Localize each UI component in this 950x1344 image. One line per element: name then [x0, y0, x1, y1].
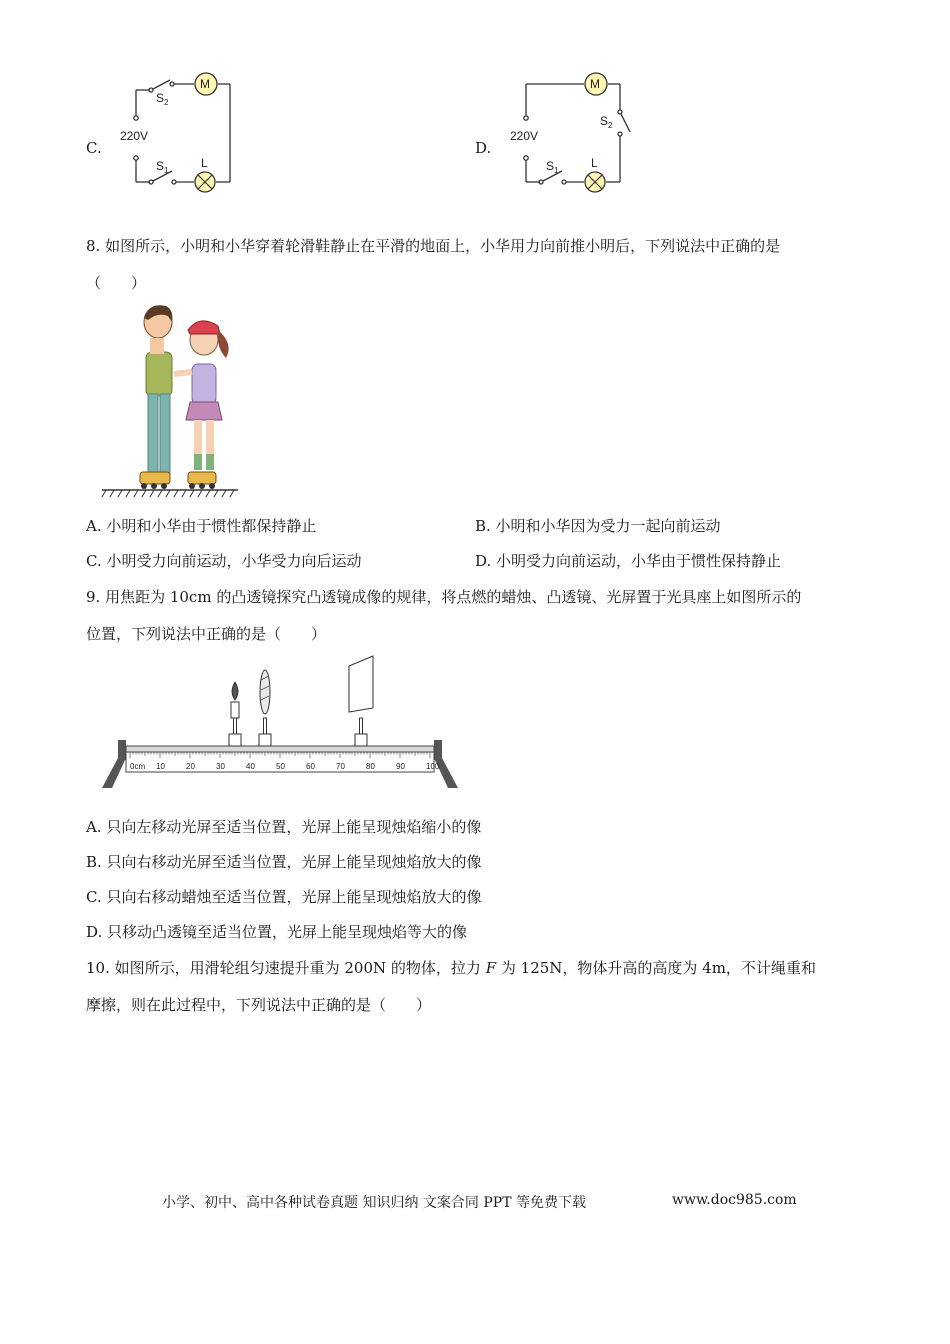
q8-option-a: A. 小明和小华由于惯性都保持静止 — [86, 517, 317, 535]
s2-label: S — [156, 91, 165, 105]
s1-label: S — [156, 159, 165, 173]
q9-option-a: A. 只向左移动光屏至适当位置，光屏上能呈现烛焰缩小的像 — [86, 818, 482, 836]
bench-rail — [126, 746, 434, 752]
q9-option-d: D. 只移动凸透镜至适当位置，光屏上能呈现烛焰等大的像 — [86, 923, 468, 941]
ruler-label: 50 — [276, 762, 285, 771]
q9-option-b: B. 只向右移动光屏至适当位置，光屏上能呈现烛焰放大的像 — [86, 853, 482, 871]
ruler-label: 100 — [426, 762, 440, 771]
q7-option-c-circuit — [110, 70, 350, 210]
motor-letter: M — [200, 77, 210, 91]
ruler-label: 30 — [216, 762, 225, 771]
ruler-label: 60 — [306, 762, 315, 771]
footer-promo-text: 小学、初中、高中各种试卷真题 知识归纳 文案合同 PPT 等免费下载 — [162, 1195, 586, 1211]
q10-stem-part1: 10. 如图所示，用滑轮组匀速提升重为 200N 的物体，拉力 — [86, 959, 486, 977]
ruler-label: 20 — [186, 762, 195, 771]
s2-subscript: 2 — [164, 98, 169, 107]
s2-label: S — [600, 114, 609, 128]
ruler-label: 40 — [246, 762, 255, 771]
girl-figure — [174, 321, 229, 489]
convex-lens — [259, 670, 271, 746]
ruler-label: 80 — [366, 762, 375, 771]
ruler-label: 0cm — [130, 762, 146, 771]
q9-stem-line2: 位置，下列说法中正确的是（ ） — [86, 625, 327, 643]
q10-stem-line2: 摩擦，则在此过程中，下列说法中正确的是（ ） — [86, 996, 432, 1014]
q9-stem-line1: 9. 用焦距为 10cm 的凸透镜探究凸透镜成像的规律，将点燃的蜡烛、凸透镜、光屏置于光具座上如图所示的 — [86, 588, 802, 606]
q7-option-d-label: D. — [475, 139, 492, 157]
q8-option-c: C. 小明受力向前运动，小华受力向后运动 — [86, 552, 362, 570]
s1-label: S — [546, 159, 555, 173]
lamp-icon — [195, 172, 215, 192]
q8-option-b: B. 小明和小华因为受力一起向前运动 — [475, 517, 721, 535]
q9-option-c: C. 只向右移动蜡烛至适当位置，光屏上能呈现烛焰放大的像 — [86, 888, 482, 906]
ruler-label: 90 — [396, 762, 405, 771]
q7-option-d-circuit — [500, 70, 740, 210]
boy-figure — [140, 305, 172, 489]
candle — [229, 682, 241, 746]
s2-subscript: 2 — [608, 121, 613, 130]
footer-website[interactable]: www.doc985.com — [672, 1192, 797, 1208]
q9-optical-bench — [100, 652, 460, 792]
q8-stem-line2: （ ） — [86, 274, 147, 292]
q7-option-c-label: C. — [86, 139, 102, 157]
q10-stem-line1 — [86, 958, 816, 978]
lamp-letter: L — [201, 156, 208, 170]
q10-force-symbol: F — [485, 959, 497, 977]
q8-stem-line1: 8. 如图所示，小明和小华穿着轮滑鞋静止在平滑的地面上，小华用力向前推小明后，下列说法中正确的是 — [86, 237, 781, 255]
lamp-letter: L — [591, 156, 598, 170]
ruler-label: 10 — [156, 762, 165, 771]
motor-letter: M — [590, 77, 600, 91]
voltage-label: 220V — [120, 129, 149, 143]
ruler-label: 70 — [336, 762, 345, 771]
light-screen — [349, 656, 373, 746]
s1-subscript: 1 — [164, 166, 169, 175]
q10-stem-part2: 为 125N，物体升高的高度为 4m，不计绳重和 — [496, 959, 816, 977]
voltage-label: 220V — [510, 129, 539, 143]
lamp-icon — [585, 172, 605, 192]
s1-subscript: 1 — [554, 166, 559, 175]
q8-option-d: D. 小明受力向前运动，小华由于惯性保持静止 — [475, 552, 782, 570]
q8-skating-illustration — [100, 300, 250, 500]
